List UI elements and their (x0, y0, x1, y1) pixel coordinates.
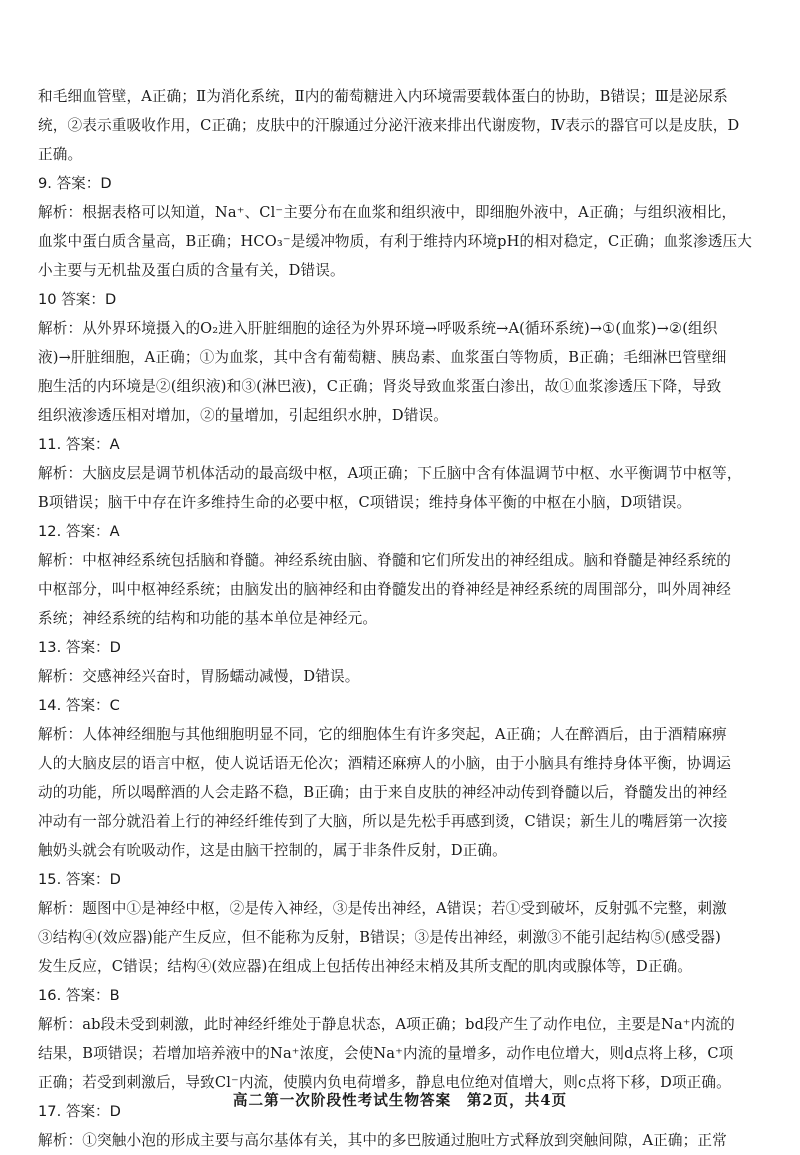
text-line: 小主要与无机盐及蛋白质的含量有关，D错误。 (38, 262, 345, 279)
text-line: 解析：根据表格可以知道，Na⁺、Cl⁻主要分布在血浆和组织液中，即细胞外液中，A正确；与组织液相比， (38, 204, 737, 221)
answer-heading: 13. 答案：D (38, 639, 121, 656)
text-line: 解析：ab段未受到刺激，此时神经纤维处于静息状态，A项正确；bd段产生了动作电位，主要是Na⁺内流的 (38, 1016, 735, 1033)
text-line: 统，②表示重吸收作用，C正确；皮肤中的汗腺通过分泌汗液来排出代谢废物，Ⅳ表示的器官可以是皮肤，D (38, 117, 740, 134)
answer-content (38, 82, 762, 1155)
answer-heading: 14. 答案：C (38, 697, 120, 714)
answer-heading: 10 答案：D (38, 291, 117, 308)
text-line: 血浆中蛋白质含量高，B正确；HCO₃⁻是缓冲物质，有利于维持内环境pH的相对稳定，C正确；血浆渗透压大 (38, 233, 752, 250)
text-line: 结果，B项错误；若增加培养液中的Na⁺浓度，会使Na⁺内流的量增多，动作电位增大，则d点将上移，C项 (38, 1045, 734, 1062)
text-line: 和毛细血管壁，A正确；Ⅱ为消化系统，Ⅱ内的葡萄糖进入内环境需要载体蛋白的协助，B错误；Ⅲ是泌尿系 (38, 88, 728, 105)
text-line: 组织液渗透压相对增加，②的量增加，引起组织水肿，D错误。 (38, 407, 448, 424)
text-line: 解析：①突触小泡的形成主要与高尔基体有关，其中的多巴胺通过胞吐方式释放到突触间隙，A正确；正常 (38, 1132, 727, 1149)
text-line: ③结构④(效应器)能产生反应，但不能称为反射，B错误；③是传出神经，刺激③不能引起结构⑤(感受器) (38, 929, 721, 946)
text-line: 胞生活的内环境是②(组织液)和③(淋巴液)，C正确；肾炎导致血浆蛋白渗出，故①血浆渗透压下降，导致 (38, 378, 722, 395)
text-line: 系统；神经系统的结构和功能的基本单位是神经元。 (38, 610, 378, 627)
text-line: 发生反应，C错误；结构④(效应器)在组成上包括传出神经末梢及其所支配的肌肉或腺体等，D正确。 (38, 958, 693, 975)
text-line: 正确；若受到刺激后，导致Cl⁻内流，使膜内负电荷增多，静息电位绝对值增大，则c点将下移，D项正确。 (38, 1074, 731, 1091)
answer-heading: 11. 答案：A (38, 436, 120, 453)
answer-heading: 12. 答案：A (38, 523, 120, 540)
text-line: 中枢部分，叫中枢神经系统；由脑发出的脑神经和由脊髓发出的脊神经是神经系统的周围部分，叫外周神经 (38, 581, 731, 598)
text-line: 解析：人体神经细胞与其他细胞明显不同，它的细胞体生有许多突起，A正确；人在醉酒后，由于酒精麻痹 (38, 726, 727, 743)
text-line: 正确。 (38, 146, 83, 163)
text-line: B项错误；脑干中存在许多维持生命的必要中枢，C项错误；维持身体平衡的中枢在小脑，D项错误。 (38, 494, 692, 511)
answer-heading: 15. 答案：D (38, 871, 121, 888)
answer-heading: 9. 答案：D (38, 175, 112, 192)
text-line: 动的功能，所以喝醉酒的人会走路不稳，B正确；由于来自皮肤的神经冲动传到脊髓以后，脊髓发出的神经 (38, 784, 728, 801)
text-line: 冲动有一部分就沿着上行的神经纤维传到了大脑，所以是先松手再感到烫，C错误；新生儿的嘴唇第一次接 (38, 813, 728, 830)
text-line: 解析：中枢神经系统包括脑和脊髓。神经系统由脑、脊髓和它们所发出的神经组成。脑和脊髓是神经系统的 (38, 552, 731, 569)
answer-heading: 17. 答案：D (38, 1103, 121, 1120)
text-line: 解析：交感神经兴奋时，胃肠蠕动减慢，D错误。 (38, 668, 360, 685)
page-footer: 高二第一次阶段性考试生物答案 第2页，共4页 (232, 1092, 568, 1109)
answer-heading: 16. 答案：B (38, 987, 120, 1004)
text-line: 解析：大脑皮层是调节机体活动的最高级中枢，A项正确；下丘脑中含有体温调节中枢、水平衡调节中枢等， (38, 465, 742, 482)
text-line: 解析：题图中①是神经中枢，②是传入神经，③是传出神经，A错误；若①受到破坏，反射弧不完整，刺激 (38, 900, 727, 917)
text-line: 液)→肝脏细胞，A正确；①为血浆，其中含有葡萄糖、胰岛素、血浆蛋白等物质，B正确；毛细淋巴管壁细 (38, 349, 727, 366)
text-line: 触奶头就会有吮吸动作，这是由脑干控制的，属于非条件反射，D正确。 (38, 842, 507, 859)
text-line: 人的大脑皮层的语言中枢，使人说话语无伦次；酒精还麻痹人的小脑，由于小脑具有维持身体平衡，协调运 (38, 755, 731, 772)
text-line: 解析：从外界环境摄入的O₂进入肝脏细胞的途径为外界环境→呼吸系统→A(循环系统)→①(血浆)→②(组织 (38, 320, 718, 337)
